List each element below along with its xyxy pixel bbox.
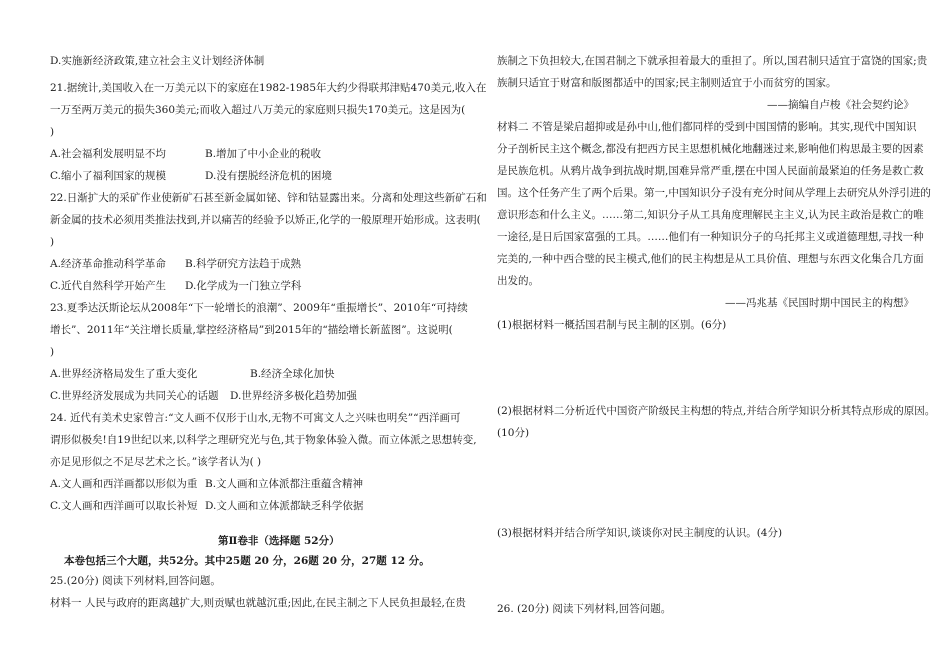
material2-line6: 一途径,是日后国家富强的工具。……他们有一种知识分子的乌托邦主义或道德理想,寻找一种 xyxy=(497,231,924,243)
q23-text-line1: 23.夏季达沃斯论坛从2008年“下一轮增长的浪潮”、2009年“重振增长”、2010年“可持续 xyxy=(50,302,468,314)
q23-option-c: C.世界经济发展成为共同关心的话题 xyxy=(50,390,219,402)
q26-heading: 26. (20分) 阅读下列材料,回答问题。 xyxy=(497,603,672,615)
q22-text-line2: 新金属的技术必须用类推法找到,并以痛苦的经验予以矫正,化学的一般原理开始形成。这表明( xyxy=(50,214,481,226)
q23-option-a: A.世界经济格局发生了重大变化 xyxy=(50,368,198,380)
material2-line4: 国。这个任务产生了两个后果。第一,中国知识分子没有充分时间从学理上去研究从外浮引进的 xyxy=(497,187,931,199)
q21-option-c: C.缩小了福利国家的规模 xyxy=(50,170,166,182)
subquestion-1: (1)根据材料一概括国君制与民主制的区别。(6分) xyxy=(497,319,727,331)
section2-title: 第Ⅱ卷非（选择题 52分） xyxy=(218,535,340,547)
material1-source: ——摘编自卢梭《社会契约论》 xyxy=(767,99,914,111)
q22-option-c: C.近代自然科学开始产生 xyxy=(50,280,166,292)
q21-option-a: A.社会福利发展明显不均 xyxy=(50,148,166,160)
q22-text-line1: 22.日渐扩大的采矿作业使新矿石甚至新金属如铋、锌和钴显露出来。分离和处理这些新矿石和 xyxy=(50,192,487,204)
q22-option-a: A.经济革命推动科学革命 xyxy=(50,258,166,270)
subquestion-2-line1: (2)根据材料二分析近代中国资产阶级民主构想的特点,并结合所学知识分析其特点形成的原因。 xyxy=(497,405,936,417)
q20-option-d: D.实施新经济政策,建立社会主义计划经济体制 xyxy=(50,55,265,67)
q23-text-line3: ) xyxy=(50,346,55,358)
q21-option-d: D.没有摆脱经济危机的困境 xyxy=(205,170,332,182)
material2-line7: 完美的,一种中西合璧的民主模式,他们的民主构想是从工具价值、理想与东西文化集合几方面 xyxy=(497,253,924,265)
q23-option-d: D.世界经济多极化趋势加强 xyxy=(230,390,357,402)
q24-option-d: D.文人画和立体派都缺乏科学依据 xyxy=(205,500,364,512)
subquestion-3: (3)根据材料并结合所学知识,谈谈你对民主制度的认识。(4分) xyxy=(497,527,783,539)
material2-line1: 材料二 不管是梁启超抑或是孙中山,他们都同样的受到中国国情的影响。其实,现代中国知识 xyxy=(497,121,917,133)
q23-option-b: B.经济全球化加快 xyxy=(250,368,335,380)
q21-text-line1: 21.据统计,美国收入在一万美元以下的家庭在1982-1985年大约少得联邦津贴470美元,收入在 xyxy=(50,82,487,94)
q24-text-line1: 24. 近代有美术史家曾言:“文人画不仅形于山水,无物不可寓文人之兴味也明矣”“西洋画可 xyxy=(50,412,461,424)
section2-description: 本卷包括三个大题，共52分。其中25题 20 分，26题 20 分，27题 12 分。 xyxy=(64,555,430,567)
material1-line3: 族制只适宜于财富和版图都适中的国家;民主制则适宜于小而贫穷的国家。 xyxy=(497,77,837,89)
material1-line2: 族制之下负担较大,在国君制之下就承担着最大的重担了。所以,国君制只适宜于富饶的国家;贵 xyxy=(497,55,928,67)
q23-text-line2: 增长”、2011年“关注增长质量,掌控经济格局”到2015年的“描绘增长新蓝图”。这说明( xyxy=(50,324,453,336)
q24-text-line2: 谓形似极矣!自19世纪以来,以科学之理研究光与色,其于物象体验入微。而立体派之思想转变, xyxy=(50,434,477,446)
q22-option-d: D.化学成为一门独立学科 xyxy=(185,280,302,292)
q22-option-b: B.科学研究方法趋于成熟 xyxy=(185,258,302,270)
q25-heading: 25.(20分) 阅读下列材料,回答问题。 xyxy=(50,575,221,587)
q25-material1-line1: 材料一 人民与政府的距离越扩大,则贡赋也就越沉重;因此,在民主制之下人民负担最轻,在贵 xyxy=(50,597,466,609)
q22-text-line3: ) xyxy=(50,236,55,248)
material2-line3: 是民族危机。从鸦片战争到抗战时期,国难异常严重,摆在中国人民面前最紧迫的任务是救亡救 xyxy=(497,165,924,177)
q21-text-line2: 一万至两万美元的损失360美元;而收入超过八万美元的家庭则只损失170美元。这是因为( xyxy=(50,104,466,116)
q24-option-b: B.文人画和立体派都注重蕴含精神 xyxy=(205,478,364,490)
q21-option-b: B.增加了中小企业的税收 xyxy=(205,148,322,160)
material2-source: ——冯兆基《民国时期中国民主的构想》 xyxy=(725,297,914,309)
material2-line2: 分子剖析民主这个概念,都没有把西方民主思想机械化地翻迷过来,影响他们构思最主要的因素 xyxy=(497,143,924,155)
q24-text-line3: 亦足见形似之不足尽艺术之长。”该学者认为( ) xyxy=(50,456,262,468)
q24-option-c: C.文人画和西洋画可以取长补短 xyxy=(50,500,198,512)
q24-option-a: A.文人画和西洋画都以形似为重 xyxy=(50,478,198,490)
subquestion-2-line2: (10分) xyxy=(497,427,530,439)
material2-line8: 出发的。 xyxy=(497,275,539,287)
material2-line5: 意识形态和什么主义。……第二,知识分子从工具角度理解民主主义,认为民主政治是救亡的唯 xyxy=(497,209,924,221)
q21-text-line3: ) xyxy=(50,126,55,138)
